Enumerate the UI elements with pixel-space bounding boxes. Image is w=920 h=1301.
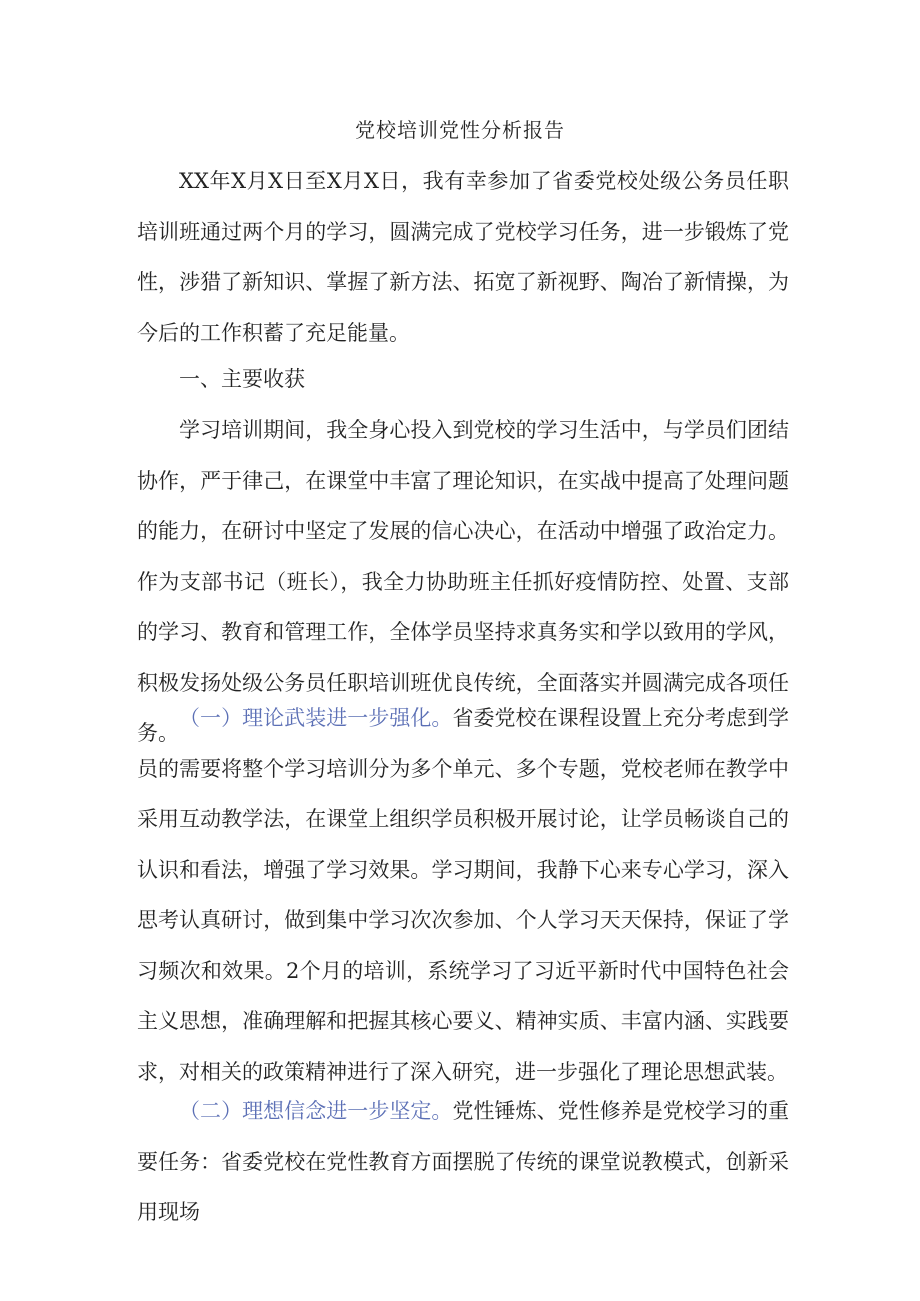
sub2-heading: （二）理想信念进一步坚定。 xyxy=(179,1099,453,1123)
section1-paragraph: 学习培训期间，我全身心投入到党校的学习生活中，与学员们团结协作，严于律己，在课堂中丰富了理论知识，在实战中提高了处理问题的能力，在研讨中坚定了发展的信心决心，在活动中增强了政治定力。作为支部书记（班长），我全力协助班主任抓好疫情防控、处置、支部的学习、教育和管理工作，全体学员坚持求真务实和学以致用的学风，积极发扬处级公务员任职培训班优良传统，全面落实并圆满完成各项任务。 xyxy=(137,418,789,745)
document-title: 党校培训党性分析报告 xyxy=(355,118,565,142)
sub2-body: 党性锤炼、党性修养是党校学习的重要任务：省委党校在党性教育方面摆脱了传统的课堂说教模式，创新采用现场 xyxy=(137,1099,790,1224)
intro-paragraph: XX年X月X日至X月X日，我有幸参加了省委党校处级公务员任职培训班通过两个月的学习，圆满完成了党校学习任务，进一步锻炼了党性，涉猎了新知识、掌握了新方法、拓宽了新视野、陶冶了新情操，为今后的工作积蓄了充足能量。 xyxy=(137,169,789,345)
sub1-paragraph xyxy=(137,693,789,1097)
sub2-paragraph xyxy=(137,1086,789,1238)
sub1-heading: （一）理论武装进一步强化。 xyxy=(179,706,453,730)
sub1-body: 省委党校在课程设置上充分考虑到学员的需要将整个学习培训分为多个单元、多个专题，党校老师在教学中采用互动教学法，在课堂上组织学员积极开展讨论，让学员畅谈自己的认识和看法，增强了学习效果。学习期间，我静下心来专心学习，深入思考认真研讨，做到集中学习次次参加、个人学习天天保持，保证了学习频次和效果。2个月的培训，系统学习了习近平新时代中国特色社会主义思想，准确理解和把握其核心要义、精神实质、丰富内涵、实践要求，对相关的政策精神进行了深入研究，进一步强化了理论思想武装。 xyxy=(137,706,790,1084)
section-heading-main-gains: 一、主要收获 xyxy=(179,367,305,391)
